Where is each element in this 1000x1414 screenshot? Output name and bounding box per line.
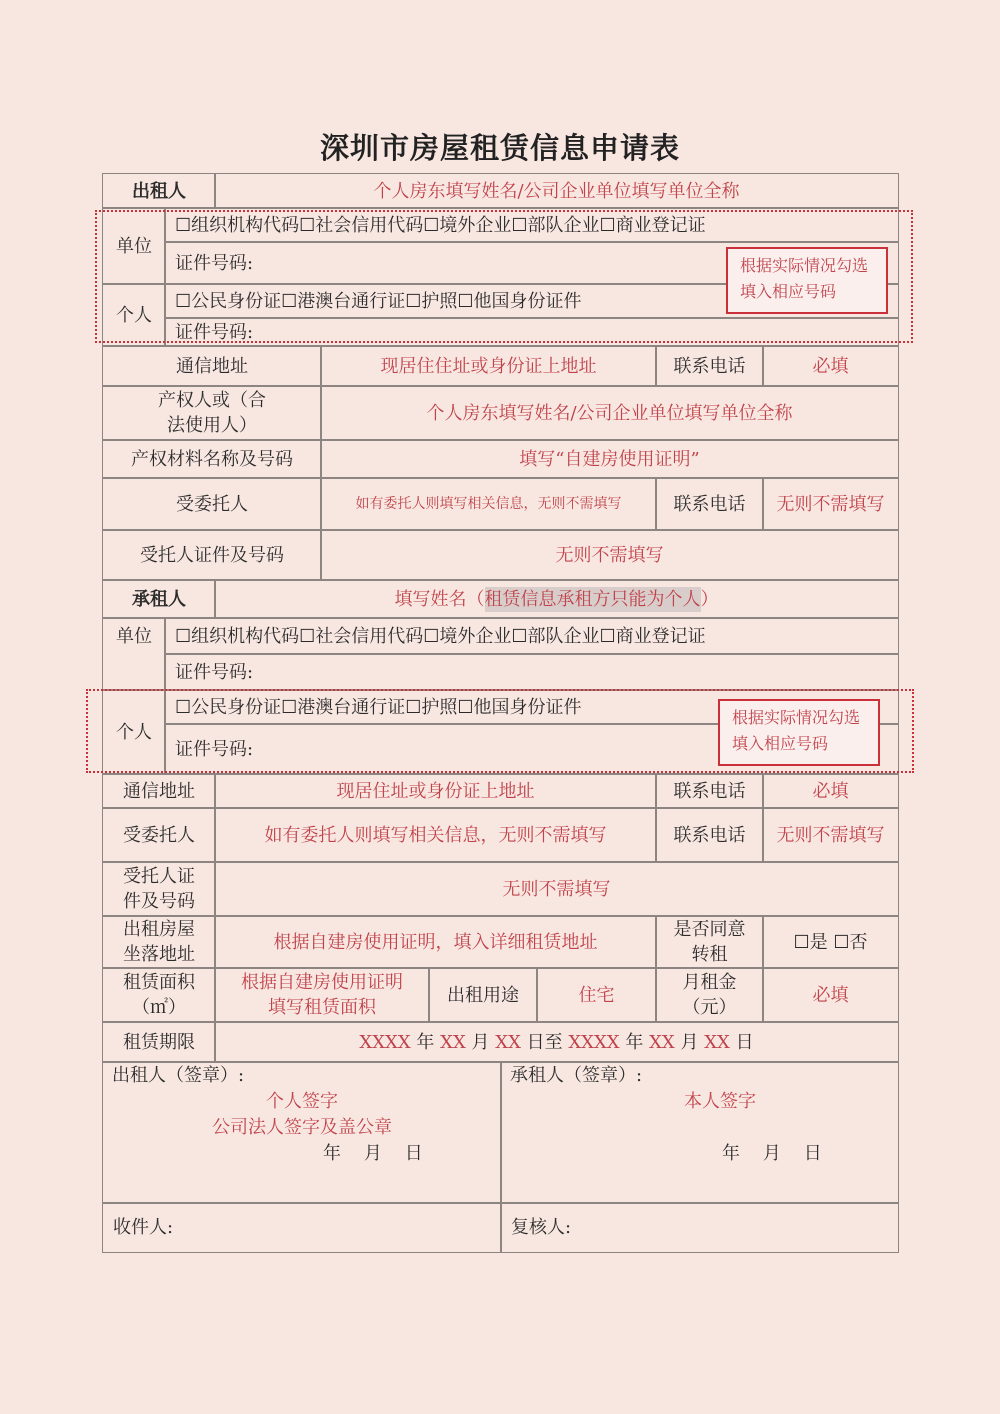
- lessor-signature-label: 出租人（签章）:: [112, 1065, 245, 1086]
- lessor-address-label: 通信地址: [102, 345, 322, 387]
- term-start-year: XXXX: [359, 1031, 411, 1053]
- lessee-id-note: 根据实际情况勾选填入相应号码: [718, 699, 880, 766]
- lessor-name-field[interactable]: 个人房东填写姓名/公司企业单位填写单位全称: [214, 173, 899, 209]
- term-label: 租赁期限: [102, 1021, 216, 1063]
- lessor-personal-options[interactable]: ☐公民身份证☐港澳台通行证☐护照☐他国身份证件: [164, 283, 899, 319]
- lessee-name-hint-a: 填写姓名（: [394, 588, 485, 610]
- lessee-name-hint-highlight: 租赁信息承租方只能为个人: [484, 588, 701, 610]
- form-title: 深圳市房屋租赁信息申请表: [319, 131, 680, 165]
- lessee-signature-label: 承租人（签章）:: [510, 1065, 643, 1086]
- lessee-signature-hint: 本人签字: [684, 1091, 756, 1112]
- lessor-personal-cert-field[interactable]: 证件号码:: [164, 317, 899, 347]
- lessee-signature-date: 年 月 日: [722, 1143, 822, 1164]
- term-start-month: XX: [440, 1031, 466, 1053]
- rent-label: 月租金（元）: [655, 967, 764, 1023]
- lessor-signature-hint-1: 个人签字: [266, 1091, 338, 1112]
- lessor-unit-cert-field[interactable]: 证件号码:: [164, 241, 899, 285]
- term-year-unit-2: 年: [625, 1031, 644, 1053]
- rent-field[interactable]: 必填: [762, 967, 899, 1023]
- lessor-phone-field[interactable]: 必填: [762, 345, 899, 387]
- lessor-agent-cert-label: 受托人证件及号码: [102, 529, 322, 581]
- lessee-name-hint-c: ）: [700, 588, 719, 610]
- lessor-label: 出租人: [102, 173, 216, 209]
- property-doc-label: 产权材料名称及号码: [102, 439, 322, 479]
- lessee-agent-cert-field[interactable]: 无则不需填写: [214, 861, 899, 917]
- lessor-address-field[interactable]: 现居住住址或身份证上地址: [320, 345, 657, 387]
- owner-label: 产权人或（合法使用人）: [102, 385, 322, 441]
- term-field[interactable]: [214, 1021, 899, 1063]
- lessor-signature-date: 年 月 日: [323, 1143, 423, 1164]
- house-location-field[interactable]: 根据自建房使用证明，填入详细租赁地址: [214, 915, 657, 969]
- term-day-unit-2: 日: [735, 1031, 754, 1053]
- lessee-unit-label: 单位: [102, 617, 166, 691]
- lessee-agent-label: 受委托人: [102, 807, 216, 863]
- lessee-agent-cert-label: 受托人证件及号码: [102, 861, 216, 917]
- sublet-options[interactable]: ☐是 ☐否: [762, 915, 899, 969]
- lessee-name-field[interactable]: [214, 579, 899, 619]
- term-month-unit-1: 月: [471, 1031, 490, 1053]
- house-location-label: 出租房屋坐落地址: [102, 915, 216, 969]
- reviewer-field[interactable]: 复核人:: [500, 1202, 899, 1253]
- lessee-personal-options[interactable]: ☐公民身份证☐港澳台通行证☐护照☐他国身份证件: [164, 689, 899, 725]
- term-month-unit-2: 月: [680, 1031, 699, 1053]
- area-label: 租赁面积（㎡）: [102, 967, 216, 1023]
- lessee-unit-cert-field[interactable]: 证件号码:: [164, 653, 899, 691]
- property-doc-field[interactable]: 填写“自建房使用证明”: [320, 439, 899, 479]
- lessor-phone-label: 联系电话: [655, 345, 764, 387]
- lessor-personal-label: 个人: [102, 283, 166, 347]
- term-end-day: XX: [704, 1031, 730, 1053]
- term-end-month: XX: [649, 1031, 675, 1053]
- lessee-agent-phone-field[interactable]: 无则不需填写: [762, 807, 899, 863]
- term-start-day: XX: [495, 1031, 521, 1053]
- lessee-address-field[interactable]: 现居住址或身份证上地址: [214, 773, 657, 809]
- lessee-personal-label: 个人: [102, 689, 166, 775]
- lessor-unit-options[interactable]: ☐组织机构代码☐社会信用代码☐境外企业☐部队企业☐商业登记证: [164, 207, 899, 243]
- use-field[interactable]: 住宅: [536, 967, 657, 1023]
- lessor-agent-phone-label: 联系电话: [655, 477, 764, 531]
- term-day-to: 日至: [526, 1031, 563, 1053]
- lessor-agent-cert-field[interactable]: 无则不需填写: [320, 529, 899, 581]
- lessee-address-label: 通信地址: [102, 773, 216, 809]
- use-label: 出租用途: [428, 967, 538, 1023]
- term-end-year: XXXX: [568, 1031, 620, 1053]
- lessor-agent-label: 受委托人: [102, 477, 322, 531]
- lessor-unit-label: 单位: [102, 207, 166, 285]
- lessor-signature-hint-2: 公司法人签字及盖公章: [212, 1117, 392, 1138]
- lessee-phone-label: 联系电话: [655, 773, 764, 809]
- sublet-label: 是否同意转租: [655, 915, 764, 969]
- lessee-phone-field[interactable]: 必填: [762, 773, 899, 809]
- lessee-agent-field[interactable]: 如有委托人则填写相关信息，无则不需填写: [214, 807, 657, 863]
- lessee-label: 承租人: [102, 579, 216, 619]
- lessee-personal-cert-field[interactable]: 证件号码:: [164, 723, 899, 775]
- area-field[interactable]: 根据自建房使用证明填写租赁面积: [214, 967, 430, 1023]
- owner-field[interactable]: 个人房东填写姓名/公司企业单位填写单位全称: [320, 385, 899, 441]
- term-year-unit-1: 年: [416, 1031, 435, 1053]
- receiver-field[interactable]: 收件人:: [102, 1202, 502, 1253]
- lessor-id-note: 根据实际情况勾选填入相应号码: [726, 247, 888, 314]
- lessee-unit-options[interactable]: ☐组织机构代码☐社会信用代码☐境外企业☐部队企业☐商业登记证: [164, 617, 899, 655]
- lessor-agent-phone-field[interactable]: 无则不需填写: [762, 477, 899, 531]
- lessor-agent-field[interactable]: 如有委托人则填写相关信息，无则不需填写: [320, 477, 657, 531]
- lessee-agent-phone-label: 联系电话: [655, 807, 764, 863]
